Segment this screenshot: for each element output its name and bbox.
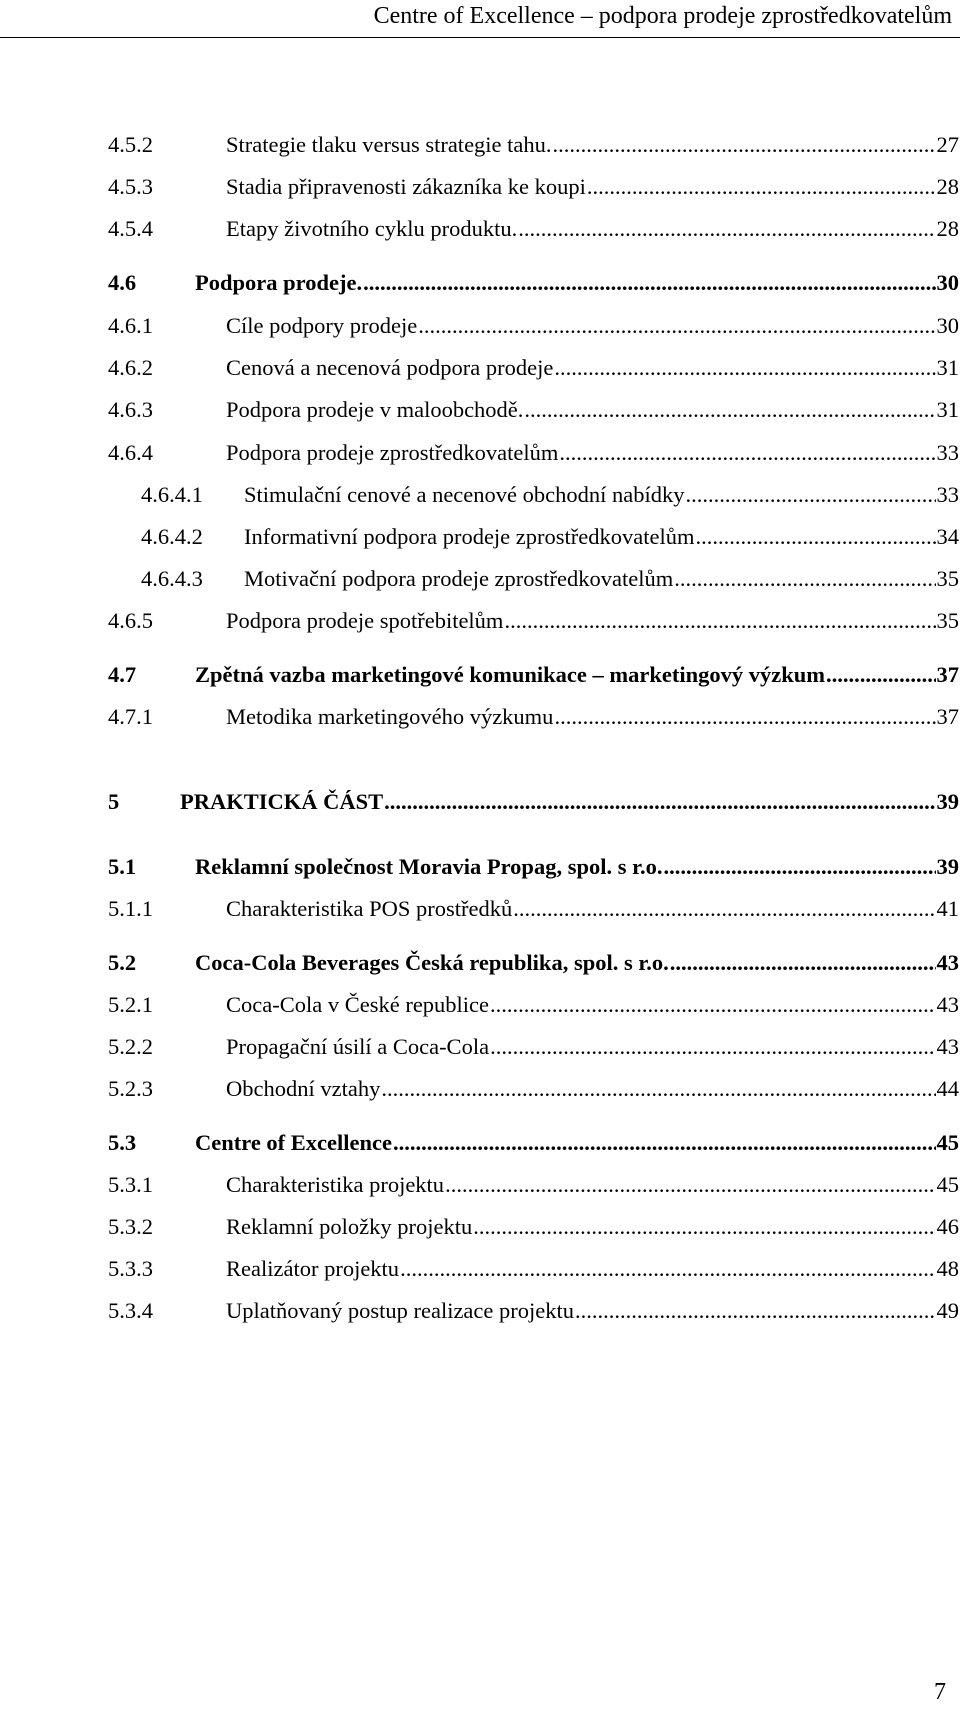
toc-dot-leader <box>670 946 936 980</box>
toc-entry-page: 28 <box>936 174 959 199</box>
toc-entry-title: Podpora prodeje v maloobchodě. <box>226 397 524 422</box>
toc-entry-title: Stimulační cenové a necenové obchodní nabídky <box>244 482 685 507</box>
toc-entry-title: Strategie tlaku versus strategie tahu. <box>226 132 552 157</box>
toc-entry-4-5-2[interactable] <box>108 128 959 162</box>
toc-dot-leader <box>575 1294 935 1328</box>
toc-dot-leader <box>473 1210 935 1244</box>
toc-entry-number: 4.6 <box>108 270 137 295</box>
toc-entry-title: Etapy životního cyklu produktu. <box>226 216 518 241</box>
running-header-title: Centre of Excellence – podpora prodeje zprostředkovatelům <box>373 3 952 29</box>
toc-entry-title: Podpora prodeje spotřebitelům <box>226 608 504 633</box>
toc-entry-title: Zpětná vazba marketingové komunikace – marketingový výzkum <box>195 662 825 687</box>
toc-entry-title: Centre of Excellence <box>195 1130 393 1155</box>
toc-entry-title: Reklamní společnost Moravia Propag, spol. s r.o. <box>195 854 663 879</box>
toc-entry-number: 4.6.4.3 <box>141 566 203 591</box>
toc-entry-page: 33 <box>936 440 959 465</box>
toc-entry-page: 37 <box>936 662 959 687</box>
toc-entry-number: 5.3.4 <box>108 1298 153 1323</box>
toc-entry-page: 30 <box>936 270 959 295</box>
toc-entry-5-3[interactable] <box>108 1126 959 1160</box>
toc-entry-4-5-3[interactable] <box>108 170 959 204</box>
toc-dot-leader <box>504 604 935 638</box>
toc-entry-page: 30 <box>936 313 959 338</box>
toc-entry-title: Motivační podpora prodeje zprostředkovatelům <box>244 566 674 591</box>
toc-entry-number: 4.7 <box>108 662 137 687</box>
toc-entry-page: 35 <box>936 608 959 633</box>
toc-entry-title: Propagační úsilí a Coca-Cola <box>226 1034 490 1059</box>
toc-entry-title: Obchodní vztahy <box>226 1076 381 1101</box>
toc-dot-leader <box>445 1168 935 1202</box>
toc-entry-title: Informativní podpora prodeje zprostředkovatelům <box>244 524 695 549</box>
toc-entry-page: 43 <box>936 1034 959 1059</box>
toc-dot-leader <box>490 1030 935 1064</box>
toc-dot-leader <box>826 658 936 692</box>
toc-entry-4-7-1[interactable] <box>108 700 959 734</box>
toc-entry-5-2-1[interactable] <box>108 988 959 1022</box>
toc-entry-title: Coca-Cola Beverages Česká republika, spol. s r.o. <box>195 950 669 975</box>
toc-entry-title: Cíle podpory prodeje <box>226 313 418 338</box>
toc-entry-page: 35 <box>936 566 959 591</box>
toc-entry-number: 5.3.3 <box>108 1256 153 1281</box>
toc-entry-number: 4.5.4 <box>108 216 153 241</box>
toc-entry-5-1-1[interactable] <box>108 892 959 926</box>
toc-entry-title: Charakteristika projektu <box>226 1172 445 1197</box>
toc-entry-number: 5.2.2 <box>108 1034 153 1059</box>
toc-entry-title: PRAKTICKÁ ČÁST <box>180 789 384 814</box>
toc-dot-leader <box>518 212 935 246</box>
toc-dot-leader <box>513 892 935 926</box>
toc-entry-5-3-1[interactable] <box>108 1168 959 1202</box>
toc-entry-number: 4.6.4 <box>108 440 153 465</box>
toc-entry-page: 31 <box>936 355 959 380</box>
toc-entry-number: 5.2.1 <box>108 992 153 1017</box>
toc-entry-number: 5 <box>108 789 120 814</box>
toc-entry-page: 39 <box>936 854 959 879</box>
toc-dot-leader <box>524 393 935 427</box>
toc-entry-5-1[interactable] <box>108 850 959 884</box>
toc-entry-number: 4.6.1 <box>108 313 153 338</box>
toc-dot-leader <box>559 436 935 470</box>
toc-entry-number: 5.2.3 <box>108 1076 153 1101</box>
toc-entry-number: 5.3 <box>108 1130 137 1155</box>
toc-entry-number: 4.6.2 <box>108 355 153 380</box>
toc-entry-4-6-4[interactable] <box>108 436 959 470</box>
toc-entry-4-6-4-2[interactable] <box>141 520 959 554</box>
toc-entry-page: 46 <box>936 1214 959 1239</box>
toc-entry-number: 5.2 <box>108 950 137 975</box>
toc-entry-5-2[interactable] <box>108 946 959 980</box>
toc-entry-number: 5.1 <box>108 854 137 879</box>
toc-entry-number: 4.5.3 <box>108 174 153 199</box>
toc-entry-page: 37 <box>936 704 959 729</box>
toc-entry-number: 5.1.1 <box>108 896 153 921</box>
toc-entry-number: 5.3.1 <box>108 1172 153 1197</box>
toc-entry-number: 4.6.5 <box>108 608 153 633</box>
toc-dot-leader <box>674 562 935 596</box>
toc-entry-4-6-1[interactable] <box>108 309 959 343</box>
toc-dot-leader <box>695 520 935 554</box>
toc-entry-number: 4.6.4.1 <box>141 482 203 507</box>
toc-entry-title: Realizátor projektu <box>226 1256 400 1281</box>
toc-entry-5-3-3[interactable] <box>108 1252 959 1286</box>
toc-dot-leader <box>554 351 935 385</box>
toc-entry-page: 27 <box>936 132 959 157</box>
toc-entry-title: Podpora prodeje. <box>195 270 363 295</box>
toc-entry-title: Uplatňovaný postup realizace projektu <box>226 1298 575 1323</box>
toc-entry-page: 31 <box>936 397 959 422</box>
toc-entry-page: 43 <box>936 992 959 1017</box>
toc-dot-leader <box>393 1126 935 1160</box>
toc-entry-number: 5.3.2 <box>108 1214 153 1239</box>
toc-entry-title: Metodika marketingového výzkumu <box>226 704 554 729</box>
toc-dot-leader <box>686 478 936 512</box>
toc-entry-title: Reklamní položky projektu <box>226 1214 473 1239</box>
toc-dot-leader <box>381 1072 935 1106</box>
toc-entry-number: 4.7.1 <box>108 704 153 729</box>
toc-entry-title: Cenová a necenová podpora prodeje <box>226 355 554 380</box>
toc-entry-number: 4.6.3 <box>108 397 153 422</box>
toc-entry-4-7[interactable] <box>108 658 959 692</box>
toc-entry-title: Podpora prodeje zprostředkovatelům <box>226 440 559 465</box>
toc-entry-title: Coca-Cola v České republice <box>226 992 490 1017</box>
toc-entry-page: 33 <box>936 482 959 507</box>
toc-entry-page: 45 <box>936 1130 959 1155</box>
toc-entry-page: 39 <box>936 789 959 814</box>
toc-dot-leader <box>554 700 935 734</box>
toc-dot-leader <box>363 266 935 300</box>
toc-entry-page: 45 <box>936 1172 959 1197</box>
toc-entry-page: 41 <box>936 896 959 921</box>
toc-entry-page: 44 <box>936 1076 959 1101</box>
toc-entry-5[interactable] <box>108 785 959 819</box>
toc-entry-4-6-2[interactable] <box>108 351 959 385</box>
toc-entry-title: Charakteristika POS prostředků <box>226 896 513 921</box>
toc-entry-4-6-4-1[interactable] <box>141 478 959 512</box>
toc-dot-leader <box>384 785 935 819</box>
toc-entry-4-5-4[interactable] <box>108 212 959 246</box>
toc-entry-number: 4.6.4.2 <box>141 524 203 549</box>
toc-entry-page: 48 <box>936 1256 959 1281</box>
toc-entry-4-6-4-3[interactable] <box>141 562 959 596</box>
toc-dot-leader <box>400 1252 935 1286</box>
toc-dot-leader <box>418 309 935 343</box>
toc-dot-leader <box>553 128 936 162</box>
toc-entry-4-6-5[interactable] <box>108 604 959 638</box>
toc-entry-page: 34 <box>936 524 959 549</box>
toc-entry-5-2-3[interactable] <box>108 1072 959 1106</box>
toc-entry-page: 28 <box>936 216 959 241</box>
toc-entry-page: 49 <box>936 1298 959 1323</box>
page-number: 7 <box>934 1679 946 1705</box>
toc-entry-title: Stadia připravenosti zákazníka ke koupi <box>226 174 586 199</box>
toc-entry-4-6-3[interactable] <box>108 393 959 427</box>
toc-dot-leader <box>587 170 936 204</box>
toc-entry-5-3-4[interactable] <box>108 1294 959 1328</box>
header-divider <box>0 37 960 38</box>
toc-dot-leader <box>490 988 935 1022</box>
toc-entry-5-2-2[interactable] <box>108 1030 959 1064</box>
toc-entry-4-6[interactable] <box>108 266 959 300</box>
toc-dot-leader <box>664 850 936 884</box>
toc-entry-page: 43 <box>936 950 959 975</box>
toc-entry-number: 4.5.2 <box>108 132 153 157</box>
toc-entry-5-3-2[interactable] <box>108 1210 959 1244</box>
